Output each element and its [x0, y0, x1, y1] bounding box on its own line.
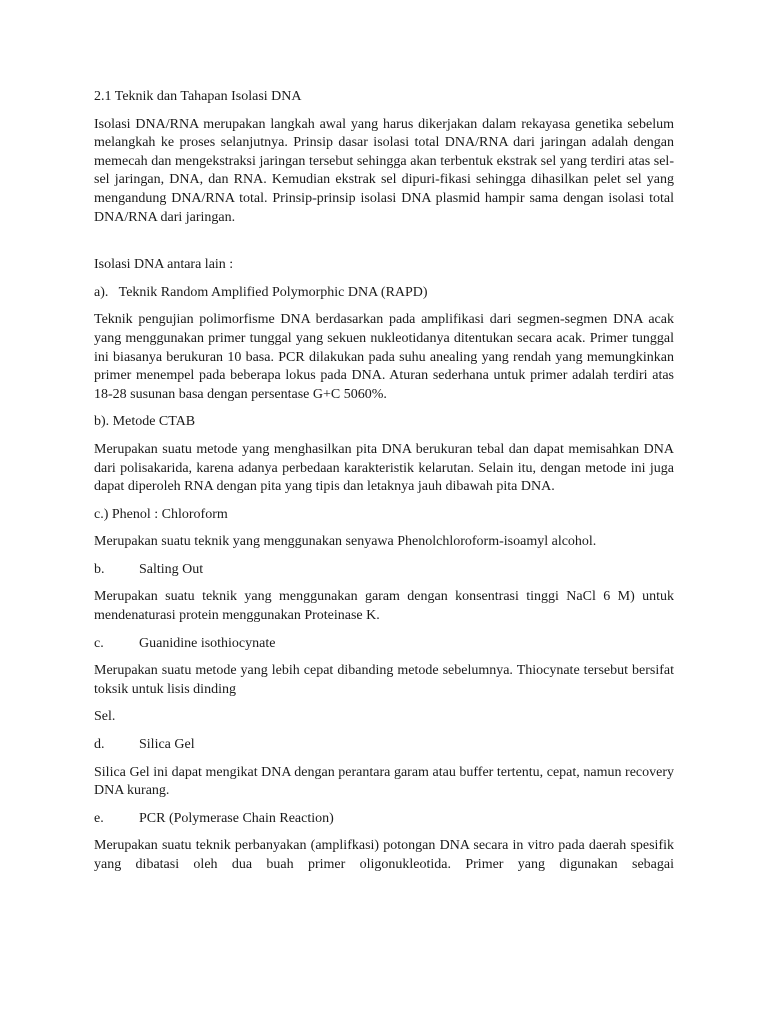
- method-rapd-label: a). Teknik Random Amplified Polymorphic DNA (RAPD): [94, 284, 428, 300]
- method-pcr-letter: e.: [94, 810, 104, 826]
- method-pcr-label: PCR (Polymerase Chain Reaction): [139, 810, 334, 826]
- method-guanidine-label: Guanidine isothiocynate: [139, 635, 276, 651]
- document-page: [94, 88, 674, 884]
- method-salting-label: Salting Out: [139, 561, 204, 577]
- method-silica-text: Silica Gel ini dapat mengikat DNA dengan perantara garam atau buffer tertentu, cepat, namun recovery DNA kurang.: [94, 764, 674, 799]
- method-salting-letter: b.: [94, 561, 105, 577]
- method-silica-heading: [94, 736, 674, 755]
- section-title: 2.1 Teknik dan Tahapan Isolasi DNA: [94, 89, 302, 104]
- blank-line: [94, 236, 674, 256]
- method-salting-heading: [94, 561, 674, 580]
- method-salting-text: Merupakan suatu teknik yang menggunakan garam dengan konsentrasi tinggi NaCl 6 M) untuk mendenaturasi protein menggunakan Proteinase K.: [94, 589, 674, 624]
- method-phenol-text: Merupakan suatu teknik yang menggunakan senyawa Phenolchloroform-isoamyl alcohol.: [94, 534, 597, 550]
- method-guanidine-continuation: Sel.: [94, 709, 116, 725]
- method-rapd-text: Teknik pengujian polimorfisme DNA berdasarkan pada amplifikasi dari segmen-segmen DNA acak yang menggunakan primer tunggal yang sekuen nukleotidanya ditentukan secara acak. Primer tunggal ini biasanya berukuran 10 basa. PCR dilakukan pada suhu anealing yang rendah yang memungkinkan primer menempel pada beberapa lokus pada DNA. Aturan sederhana untuk primer adalah terdiri atas 18-28 susunan basa dengan persentase G+C 5060%.: [94, 312, 674, 402]
- list-intro: Isolasi DNA antara lain :: [94, 257, 234, 273]
- method-silica-letter: d.: [94, 737, 105, 753]
- method-ctab-label: b). Metode CTAB: [94, 414, 196, 430]
- method-pcr-text: Merupakan suatu teknik perbanyakan (amplifkasi) potongan DNA secara in vitro pada daerah spesifik yang dibatasi oleh dua buah primer oligonukleotida. Primer yang digunakan sebagai: [94, 838, 674, 872]
- intro-paragraph: Isolasi DNA/RNA merupakan langkah awal yang harus dikerjakan dalam rekayasa genetika sebelum melangkah ke proses selanjutnya. Prinsip dasar isolasi total DNA/RNA dari jaringan adalah dengan memecah dan mengekstraksi jaringan tersebut sehingga akan terbentuk ekstrak sel yang terdiri atas sel-sel jaringan, DNA, dan RNA. Kemudian ekstrak sel dipuri-fikasi sehingga dihasilkan pelet sel yang mengandung DNA/RNA total. Prinsip-prinsip isolasi DNA plasmid hampir sama dengan isolasi total DNA/RNA dari jaringan.: [94, 116, 674, 225]
- method-guanidine-letter: c.: [94, 635, 104, 651]
- method-guanidine-heading: [94, 635, 674, 654]
- method-silica-label: Silica Gel: [139, 737, 195, 753]
- method-pcr-heading: [94, 810, 674, 829]
- method-ctab-text: Merupakan suatu metode yang menghasilkan pita DNA berukuran tebal dan dapat memisahkan DNA dari polisakarida, karena adanya perbedaan karakteristik kelarutan. Selain itu, dengan metode ini juga dapat diperoleh RNA dengan pita yang tipis dan letaknya jauh dibawah pita DNA.: [94, 441, 674, 495]
- method-guanidine-text: Merupakan suatu metode yang lebih cepat dibanding metode sebelumnya. Thiocynate tersebut bersifat toksik untuk lisis dinding: [94, 663, 674, 697]
- method-phenol-label: c.) Phenol : Chloroform: [94, 506, 228, 522]
